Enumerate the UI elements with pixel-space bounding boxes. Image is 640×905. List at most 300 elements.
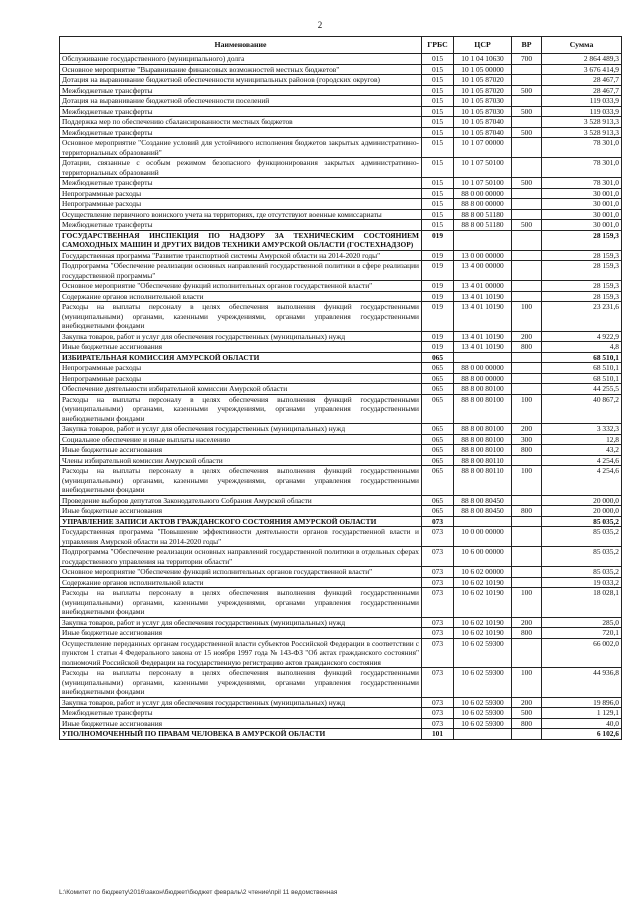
cell-grbs: 019 — [422, 302, 454, 332]
cell-vr — [512, 577, 542, 588]
cell-sum: 40 867,2 — [542, 394, 622, 424]
cell-grbs: 015 — [422, 220, 454, 231]
table-row — [60, 250, 622, 261]
cell-name: Дотации, связанные с особым режимом безопасного функционирования закрытых административно-территориальных образований — [60, 158, 422, 178]
cell-sum: 85 035,2 — [542, 547, 622, 567]
table-body — [60, 54, 622, 740]
cell-sum: 119 033,9 — [542, 96, 622, 107]
cell-name: Расходы на выплаты персоналу в целях обеспечения выполнения функций государственными (муниципальными) органами, казенными учреждениями, органами управления государственными внебюджетными фондами — [60, 394, 422, 424]
cell-grbs: 019 — [422, 291, 454, 302]
cell-sum: 30 001,0 — [542, 188, 622, 199]
cell-vr — [512, 96, 542, 107]
cell-vr: 500 — [512, 708, 542, 719]
cell-sum: 4,8 — [542, 342, 622, 353]
file-path-footer: L:\Комитет по бюджету\2016\закон\бюджет\бюджет февраль\2 чтение\прil 11 ведомственная — [59, 889, 338, 896]
cell-sum: 43,2 — [542, 445, 622, 456]
table-row — [60, 697, 622, 708]
cell-sum: 68 510,1 — [542, 373, 622, 384]
cell-csr: 88 8 00 80110 — [454, 466, 512, 496]
cell-grbs: 073 — [422, 527, 454, 547]
cell-grbs: 015 — [422, 199, 454, 210]
cell-name: Межбюджетные трансферты — [60, 106, 422, 117]
header-csr: ЦСР — [454, 37, 512, 54]
cell-sum: 2 864 489,3 — [542, 54, 622, 65]
cell-sum: 85 035,2 — [542, 527, 622, 547]
cell-sum: 30 001,0 — [542, 220, 622, 231]
cell-grbs: 073 — [422, 567, 454, 578]
cell-grbs: 065 — [422, 466, 454, 496]
cell-grbs: 065 — [422, 506, 454, 517]
cell-vr — [512, 547, 542, 567]
cell-grbs: 073 — [422, 718, 454, 729]
cell-csr: 10 6 02 10190 — [454, 577, 512, 588]
table-row — [60, 466, 622, 496]
table-row — [60, 209, 622, 220]
cell-sum: 28 467,7 — [542, 75, 622, 86]
cell-grbs: 015 — [422, 209, 454, 220]
cell-grbs: 065 — [422, 373, 454, 384]
cell-sum: 68 510,1 — [542, 363, 622, 374]
cell-grbs: 101 — [422, 729, 454, 740]
cell-sum: 19 896,0 — [542, 697, 622, 708]
page-number: 2 — [317, 20, 323, 30]
cell-grbs: 019 — [422, 261, 454, 281]
cell-sum: 78 301,0 — [542, 158, 622, 178]
table-row — [60, 188, 622, 199]
cell-csr: 10 6 02 59300 — [454, 638, 512, 668]
cell-name: Межбюджетные трансферты — [60, 85, 422, 96]
cell-sum: 720,1 — [542, 628, 622, 639]
cell-name: Дотация на выравнивание бюджетной обеспеченности муниципальных районов (городских округов) — [60, 75, 422, 86]
cell-grbs: 019 — [422, 331, 454, 342]
cell-vr — [512, 455, 542, 466]
table-row — [60, 85, 622, 96]
cell-csr: 88 8 00 80450 — [454, 495, 512, 506]
cell-name: Осуществление переданных органам государственной власти субъектов Российской Федерации в соответствии с пунктом 1 статьи 4 Федерального закона от 15 ноября 1997 года № 143-ФЗ "Об актах гражданского состояния" полномочий Российской Федерации на государственную регистрацию актов гражданского состояния — [60, 638, 422, 668]
cell-csr: 88 8 00 00000 — [454, 199, 512, 210]
table-row — [60, 178, 622, 189]
cell-name: Основное мероприятие "Выравнивание финансовых возможностей местных бюджетов" — [60, 64, 422, 75]
table-row — [60, 75, 622, 86]
cell-grbs: 015 — [422, 178, 454, 189]
table-row — [60, 302, 622, 332]
table-row — [60, 96, 622, 107]
cell-vr: 800 — [512, 628, 542, 639]
cell-name: Члены избирательной комиссии Амурской области — [60, 455, 422, 466]
table-row — [60, 127, 622, 138]
table-row — [60, 352, 622, 363]
table-row — [60, 527, 622, 547]
cell-sum: 1 129,1 — [542, 708, 622, 719]
cell-vr: 500 — [512, 85, 542, 96]
cell-vr — [512, 250, 542, 261]
cell-grbs: 019 — [422, 281, 454, 292]
cell-grbs: 015 — [422, 54, 454, 65]
cell-csr: 88 8 00 80110 — [454, 455, 512, 466]
cell-vr — [512, 209, 542, 220]
cell-sum: 6 102,6 — [542, 729, 622, 740]
table-row — [60, 54, 622, 65]
cell-vr: 200 — [512, 424, 542, 435]
table-row — [60, 708, 622, 719]
table-row — [60, 106, 622, 117]
table-row — [60, 718, 622, 729]
cell-grbs: 015 — [422, 158, 454, 178]
cell-name: Расходы на выплаты персоналу в целях обеспечения выполнения функций государственными (муниципальными) органами, казенными учреждениями, органами управления государственными внебюджетными фондами — [60, 466, 422, 496]
cell-name: Содержание органов исполнительной власти — [60, 577, 422, 588]
cell-sum: 30 001,0 — [542, 199, 622, 210]
cell-grbs: 065 — [422, 424, 454, 435]
cell-name: Закупка товаров, работ и услуг для обеспечения государственных (муниципальных) нужд — [60, 697, 422, 708]
cell-csr: 88 0 00 00000 — [454, 363, 512, 374]
cell-csr — [454, 352, 512, 363]
cell-vr — [512, 567, 542, 578]
cell-csr — [454, 230, 512, 250]
cell-name: Иные бюджетные ассигнования — [60, 506, 422, 517]
cell-csr: 10 1 05 87040 — [454, 127, 512, 138]
cell-name: Межбюджетные трансферты — [60, 708, 422, 719]
table-row — [60, 668, 622, 698]
cell-name: Закупка товаров, работ и услуг для обеспечения государственных (муниципальных) нужд — [60, 617, 422, 628]
cell-name: Социальное обеспечение и иные выплаты населению — [60, 434, 422, 445]
cell-sum: 19 033,2 — [542, 577, 622, 588]
cell-name: ИЗБИРАТЕЛЬНАЯ КОМИССИЯ АМУРСКОЙ ОБЛАСТИ — [60, 352, 422, 363]
cell-vr — [512, 495, 542, 506]
cell-vr: 100 — [512, 588, 542, 618]
cell-vr — [512, 516, 542, 527]
cell-vr — [512, 75, 542, 86]
cell-vr — [512, 158, 542, 178]
table-row — [60, 567, 622, 578]
table-row — [60, 64, 622, 75]
cell-grbs: 019 — [422, 250, 454, 261]
cell-vr: 100 — [512, 668, 542, 698]
cell-grbs: 015 — [422, 117, 454, 128]
cell-grbs: 073 — [422, 516, 454, 527]
cell-vr: 500 — [512, 220, 542, 231]
table-row — [60, 628, 622, 639]
cell-name: Подпрограмма "Обеспечение реализации основных направлений государственной политики в отдельных сферах государственного управления на территории области" — [60, 547, 422, 567]
cell-csr: 88 8 00 80100 — [454, 394, 512, 424]
cell-grbs: 073 — [422, 617, 454, 628]
table-row — [60, 506, 622, 517]
cell-sum: 3 332,3 — [542, 424, 622, 435]
cell-sum: 23 231,6 — [542, 302, 622, 332]
cell-vr — [512, 291, 542, 302]
cell-csr: 10 1 04 10630 — [454, 54, 512, 65]
table-row — [60, 291, 622, 302]
cell-sum: 3 676 414,9 — [542, 64, 622, 75]
cell-name: Непрограммные расходы — [60, 188, 422, 199]
cell-sum: 28 159,3 — [542, 230, 622, 250]
table-row — [60, 384, 622, 395]
cell-csr: 13 4 01 00000 — [454, 281, 512, 292]
table-row — [60, 547, 622, 567]
cell-sum: 66 002,0 — [542, 638, 622, 668]
table-row — [60, 577, 622, 588]
cell-csr: 10 6 02 10190 — [454, 588, 512, 618]
cell-sum: 85 035,2 — [542, 516, 622, 527]
cell-vr — [512, 729, 542, 740]
cell-sum: 28 467,7 — [542, 85, 622, 96]
cell-sum: 30 001,0 — [542, 209, 622, 220]
cell-grbs: 019 — [422, 230, 454, 250]
cell-sum: 40,0 — [542, 718, 622, 729]
cell-name: Дотация на выравнивание бюджетной обеспеченности поселений — [60, 96, 422, 107]
cell-csr: 10 6 02 59300 — [454, 708, 512, 719]
header-sum: Сумма — [542, 37, 622, 54]
cell-grbs: 015 — [422, 85, 454, 96]
cell-vr — [512, 230, 542, 250]
cell-vr: 800 — [512, 342, 542, 353]
table-row — [60, 638, 622, 668]
cell-name: Основное мероприятие "Создание условий для устойчивого исполнения бюджетов закрытых административно-территориальных образований" — [60, 138, 422, 158]
cell-grbs: 015 — [422, 64, 454, 75]
cell-vr — [512, 199, 542, 210]
cell-sum: 85 035,2 — [542, 567, 622, 578]
cell-grbs: 073 — [422, 697, 454, 708]
cell-csr: 88 0 00 00000 — [454, 188, 512, 199]
cell-csr: 13 0 00 00000 — [454, 250, 512, 261]
table-row — [60, 138, 622, 158]
table-row — [60, 455, 622, 466]
cell-grbs: 073 — [422, 638, 454, 668]
cell-csr: 10 0 00 00000 — [454, 527, 512, 547]
cell-sum: 3 528 913,3 — [542, 117, 622, 128]
cell-vr — [512, 352, 542, 363]
cell-grbs: 019 — [422, 342, 454, 353]
cell-csr: 10 6 00 00000 — [454, 547, 512, 567]
table-row — [60, 445, 622, 456]
cell-sum: 28 159,3 — [542, 250, 622, 261]
cell-sum: 3 528 913,3 — [542, 127, 622, 138]
cell-sum: 20 000,0 — [542, 495, 622, 506]
table-row — [60, 158, 622, 178]
cell-vr: 800 — [512, 718, 542, 729]
cell-vr — [512, 281, 542, 292]
cell-csr: 10 1 05 87030 — [454, 96, 512, 107]
cell-name: Обеспечение деятельности избирательной комиссии Амурской области — [60, 384, 422, 395]
cell-csr: 88 8 00 80100 — [454, 434, 512, 445]
cell-sum: 44 255,5 — [542, 384, 622, 395]
table-row — [60, 617, 622, 628]
cell-grbs: 015 — [422, 96, 454, 107]
cell-csr: 13 4 01 10190 — [454, 302, 512, 332]
cell-csr: 88 8 00 51180 — [454, 209, 512, 220]
cell-grbs: 015 — [422, 188, 454, 199]
table-row — [60, 434, 622, 445]
cell-csr: 10 1 05 87040 — [454, 117, 512, 128]
cell-vr: 100 — [512, 394, 542, 424]
cell-grbs: 065 — [422, 363, 454, 374]
cell-vr — [512, 363, 542, 374]
cell-vr — [512, 261, 542, 281]
cell-csr: 88 8 00 80450 — [454, 506, 512, 517]
cell-vr: 200 — [512, 697, 542, 708]
table-row — [60, 230, 622, 250]
cell-csr: 10 1 05 00000 — [454, 64, 512, 75]
cell-vr: 500 — [512, 127, 542, 138]
cell-grbs: 065 — [422, 455, 454, 466]
cell-name: Содержание органов исполнительной власти — [60, 291, 422, 302]
table-row — [60, 281, 622, 292]
cell-sum: 28 159,3 — [542, 281, 622, 292]
table-row — [60, 729, 622, 740]
cell-sum: 44 936,8 — [542, 668, 622, 698]
cell-grbs: 065 — [422, 434, 454, 445]
cell-vr — [512, 117, 542, 128]
cell-grbs: 073 — [422, 577, 454, 588]
cell-grbs: 073 — [422, 628, 454, 639]
cell-name: УПОЛНОМОЧЕННЫЙ ПО ПРАВАМ ЧЕЛОВЕКА В АМУРСКОЙ ОБЛАСТИ — [60, 729, 422, 740]
cell-name: ГОСУДАРСТВЕННАЯ ИНСПЕКЦИЯ ПО НАДЗОРУ ЗА ТЕХНИЧЕСКИМ СОСТОЯНИЕМ САМОХОДНЫХ МАШИН И ДРУГИХ ВИДОВ ТЕХНИКИ АМУРСКОЙ ОБЛАСТИ (ГОСТЕХНАДЗОР) — [60, 230, 422, 250]
cell-sum: 12,8 — [542, 434, 622, 445]
cell-name: Межбюджетные трансферты — [60, 127, 422, 138]
cell-csr: 13 4 00 00000 — [454, 261, 512, 281]
cell-grbs: 073 — [422, 668, 454, 698]
cell-name: Основное мероприятие "Обеспечение функций исполнительных органов государственной власти" — [60, 567, 422, 578]
cell-sum: 285,0 — [542, 617, 622, 628]
cell-sum: 119 033,9 — [542, 106, 622, 117]
cell-vr: 500 — [512, 106, 542, 117]
cell-sum: 4 922,9 — [542, 331, 622, 342]
table-row — [60, 363, 622, 374]
cell-grbs: 073 — [422, 547, 454, 567]
cell-name: Расходы на выплаты персоналу в целях обеспечения выполнения функций государственными (муниципальными) органами, казенными учреждениями, органами управления государственными внебюджетными фондами — [60, 588, 422, 618]
cell-csr: 10 6 02 59300 — [454, 718, 512, 729]
cell-csr: 10 6 02 10190 — [454, 617, 512, 628]
cell-vr: 300 — [512, 434, 542, 445]
cell-name: Подпрограмма "Обеспечение реализации основных направлений государственной политики в сфере реализации государственной программы" — [60, 261, 422, 281]
cell-sum: 4 254,6 — [542, 455, 622, 466]
cell-sum: 20 000,0 — [542, 506, 622, 517]
cell-sum: 4 254,6 — [542, 466, 622, 496]
cell-name: Основное мероприятие "Обеспечение функций исполнительных органов государственной власти" — [60, 281, 422, 292]
cell-name: Обслуживание государственного (муниципального) долга — [60, 54, 422, 65]
table-header-row — [60, 37, 622, 54]
cell-grbs: 015 — [422, 127, 454, 138]
cell-csr: 13 4 01 10190 — [454, 342, 512, 353]
header-vr: ВР — [512, 37, 542, 54]
cell-grbs: 065 — [422, 445, 454, 456]
cell-vr: 500 — [512, 178, 542, 189]
table-row — [60, 220, 622, 231]
cell-name: Расходы на выплаты персоналу в целях обеспечения выполнения функций государственными (муниципальными) органами, казенными учреждениями, органами управления государственными внебюджетными фондами — [60, 668, 422, 698]
cell-name: Закупка товаров, работ и услуг для обеспечения государственных (муниципальных) нужд — [60, 424, 422, 435]
cell-name: Межбюджетные трансферты — [60, 178, 422, 189]
cell-vr — [512, 64, 542, 75]
cell-csr: 10 1 05 87030 — [454, 106, 512, 117]
table-row — [60, 516, 622, 527]
cell-name: УПРАВЛЕНИЕ ЗАПИСИ АКТОВ ГРАЖДАНСКОГО СОСТОЯНИЯ АМУРСКОЙ ОБЛАСТИ — [60, 516, 422, 527]
table-row — [60, 117, 622, 128]
cell-name: Иные бюджетные ассигнования — [60, 342, 422, 353]
cell-csr: 88 8 00 80100 — [454, 424, 512, 435]
cell-sum: 28 159,3 — [542, 261, 622, 281]
cell-csr: 88 8 00 80100 — [454, 445, 512, 456]
cell-name: Государственная программа "Повышение эффективности деятельности органов государственной власти и управления Амурской области на 2014-2020 годы" — [60, 527, 422, 547]
cell-vr — [512, 188, 542, 199]
cell-csr: 10 6 02 59300 — [454, 697, 512, 708]
table-row — [60, 373, 622, 384]
table-row — [60, 261, 622, 281]
cell-sum: 78 301,0 — [542, 178, 622, 189]
cell-name: Межбюджетные трансферты — [60, 220, 422, 231]
cell-csr: 10 1 07 50100 — [454, 158, 512, 178]
cell-csr: 10 1 05 87020 — [454, 85, 512, 96]
header-grbs: ГРБС — [422, 37, 454, 54]
cell-grbs: 015 — [422, 138, 454, 158]
cell-grbs: 073 — [422, 708, 454, 719]
table-row — [60, 495, 622, 506]
budget-table — [59, 36, 622, 740]
table-row — [60, 199, 622, 210]
cell-sum: 18 028,1 — [542, 588, 622, 618]
cell-grbs: 065 — [422, 495, 454, 506]
cell-grbs: 015 — [422, 75, 454, 86]
cell-grbs: 065 — [422, 352, 454, 363]
cell-sum: 28 159,3 — [542, 291, 622, 302]
cell-csr: 13 4 01 10190 — [454, 291, 512, 302]
cell-csr: 10 6 02 00000 — [454, 567, 512, 578]
cell-name: Расходы на выплаты персоналу в целях обеспечения выполнения функций государственными (муниципальными) органами, казенными учреждениями, органами управления государственными внебюджетными фондами — [60, 302, 422, 332]
cell-vr: 700 — [512, 54, 542, 65]
cell-vr: 100 — [512, 302, 542, 332]
cell-vr: 800 — [512, 506, 542, 517]
table-row — [60, 331, 622, 342]
cell-vr: 800 — [512, 445, 542, 456]
cell-sum: 78 301,0 — [542, 138, 622, 158]
cell-csr: 10 1 05 87020 — [454, 75, 512, 86]
cell-vr: 200 — [512, 617, 542, 628]
table-row — [60, 588, 622, 618]
cell-sum: 68 510,1 — [542, 352, 622, 363]
table-row — [60, 394, 622, 424]
cell-csr: 10 6 02 59300 — [454, 668, 512, 698]
table-row — [60, 342, 622, 353]
cell-name: Иные бюджетные ассигнования — [60, 718, 422, 729]
cell-csr — [454, 516, 512, 527]
cell-name: Непрограммные расходы — [60, 199, 422, 210]
cell-grbs: 065 — [422, 394, 454, 424]
cell-csr: 10 1 07 00000 — [454, 138, 512, 158]
cell-vr — [512, 638, 542, 668]
cell-csr: 88 8 00 00000 — [454, 373, 512, 384]
cell-name: Непрограммные расходы — [60, 373, 422, 384]
cell-vr: 100 — [512, 466, 542, 496]
cell-grbs: 065 — [422, 384, 454, 395]
cell-name: Непрограммные расходы — [60, 363, 422, 374]
cell-name: Государственная программа "Развитие транспортной системы Амурской области на 2014-2020 годы" — [60, 250, 422, 261]
cell-grbs: 015 — [422, 106, 454, 117]
cell-name: Поддержка мер по обеспечению сбалансированности местных бюджетов — [60, 117, 422, 128]
cell-csr: 10 1 07 50100 — [454, 178, 512, 189]
cell-csr: 13 4 01 10190 — [454, 331, 512, 342]
cell-name: Осуществление первичного воинского учета на территориях, где отсутствуют военные комиссариаты — [60, 209, 422, 220]
cell-name: Закупка товаров, работ и услуг для обеспечения государственных (муниципальных) нужд — [60, 331, 422, 342]
cell-csr: 10 6 02 10190 — [454, 628, 512, 639]
cell-vr — [512, 527, 542, 547]
cell-vr — [512, 138, 542, 158]
cell-name: Иные бюджетные ассигнования — [60, 628, 422, 639]
cell-name: Иные бюджетные ассигнования — [60, 445, 422, 456]
table-row — [60, 424, 622, 435]
cell-vr — [512, 384, 542, 395]
cell-grbs: 073 — [422, 588, 454, 618]
cell-name: Проведение выборов депутатов Законодательного Собрания Амурской области — [60, 495, 422, 506]
cell-vr: 200 — [512, 331, 542, 342]
cell-vr — [512, 373, 542, 384]
